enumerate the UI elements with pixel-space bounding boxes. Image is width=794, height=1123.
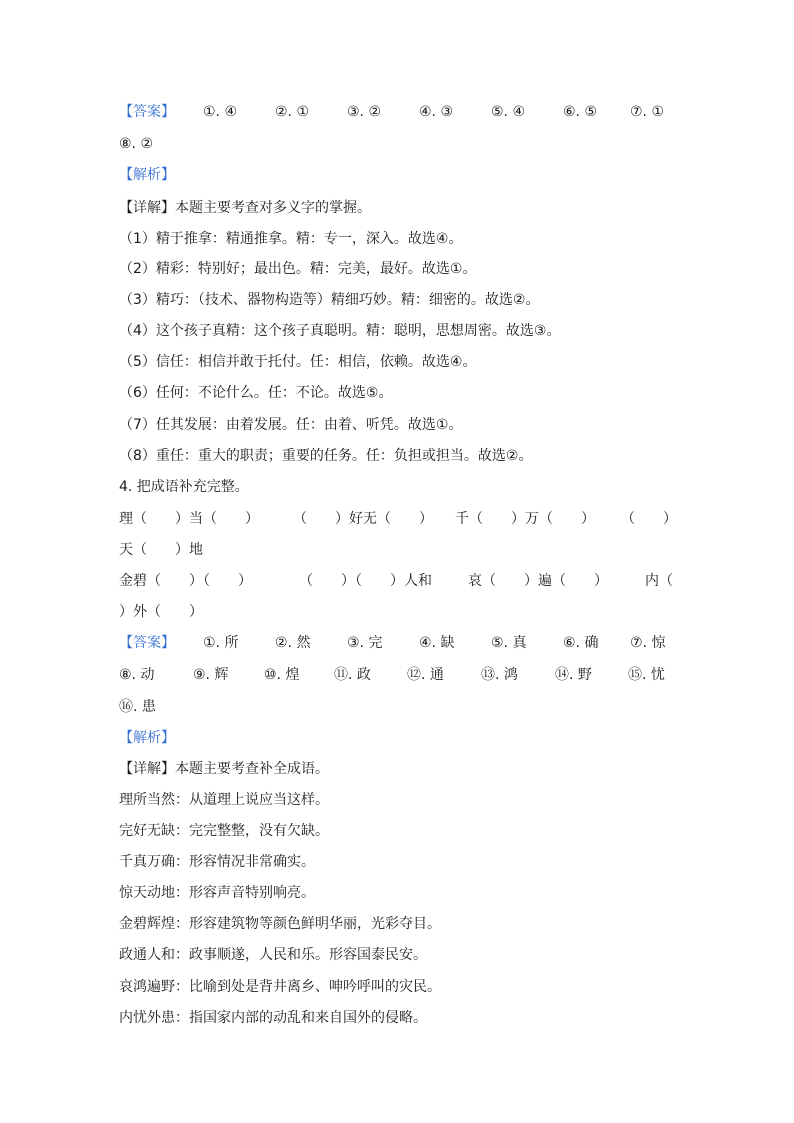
answer-item: ⑧. ② — [119, 136, 154, 152]
analysis-line: （1）精于推拿：精通推拿。精：专一，深入。故选④。 — [119, 231, 463, 247]
analysis-line: 【详解】本题主要考查对多义字的掌握。 — [119, 200, 371, 216]
answer-item: ⑭. 野 — [555, 667, 592, 683]
analysis-line: 政通人和：政事顺遂，人民和乐。形容国泰民安。 — [119, 947, 427, 963]
answer-item: ①. 所 — [203, 635, 239, 651]
idiom-blank: （ ） — [621, 511, 677, 527]
answer-tag: 【答案】 — [119, 104, 175, 120]
analysis-line: 哀鸿遍野：比喻到处是背井离乡、呻吟呼叫的灾民。 — [119, 979, 441, 995]
answer-item: ⑪. 政 — [334, 667, 371, 683]
answer-item: ②. 然 — [275, 635, 311, 651]
analysis-line: （4）这个孩子真精：这个孩子真聪明。精：聪明，思想周密。故选③。 — [119, 323, 561, 339]
analysis-line: 惊天动地：形容声音特别响亮。 — [119, 885, 315, 901]
analysis-tag: 【解析】 — [119, 730, 175, 746]
answer-item: ⑦. ① — [630, 104, 665, 120]
answer-item: ⑥. ⑤ — [563, 104, 598, 120]
analysis-line: （3）精巧：（技术、器物构造等）精细巧妙。精：细密的。故选②。 — [119, 292, 540, 308]
answer-item: ①. ④ — [203, 104, 238, 120]
analysis-line: 金碧辉煌：形容建筑物等颜色鲜明华丽，光彩夺目。 — [119, 916, 441, 932]
answer-item: ⑦. 惊 — [630, 635, 666, 651]
answer-item: ④. 缺 — [419, 635, 455, 651]
analysis-line: 内忧外患：指国家内部的动乱和来自国外的侵略。 — [119, 1010, 427, 1026]
answer-item: ⑩. 煌 — [264, 667, 300, 683]
answer-item: ④. ③ — [419, 104, 454, 120]
analysis-line: 千真万确：形容情况非常确实。 — [119, 854, 315, 870]
idiom-blank: 理（ ）当（ ） — [119, 511, 259, 527]
idiom-blank: 千（ ）万（ ） — [455, 511, 595, 527]
analysis-line: 【详解】本题主要考查补全成语。 — [119, 761, 329, 777]
answer-item: ③. ② — [347, 104, 382, 120]
answer-item: ③. 完 — [347, 635, 383, 651]
answer-item: ⑬. 鸿 — [481, 667, 518, 683]
idiom-blank: 哀（ ）遍（ ） — [468, 573, 608, 589]
question-title: 4. 把成语补充完整。 — [119, 479, 249, 495]
answer-item: ⑤. 真 — [491, 635, 527, 651]
answer-item: ②. ① — [275, 104, 310, 120]
analysis-tag: 【解析】 — [119, 167, 175, 183]
analysis-line: 完好无缺：完完整整，没有欠缺。 — [119, 823, 329, 839]
analysis-line: 理所当然：从道理上说应当这样。 — [119, 792, 329, 808]
answer-item: ⑧. 动 — [119, 667, 155, 683]
idiom-blank: 天（ ）地 — [119, 542, 203, 558]
idiom-blank: 内（ — [645, 573, 673, 589]
answer-item: ⑥. 确 — [563, 635, 599, 651]
answer-item: ⑫. 通 — [407, 667, 444, 683]
analysis-line: （8）重任：重大的职责；重要的任务。任：负担或担当。故选②。 — [119, 448, 533, 464]
answer-item: ⑤. ④ — [491, 104, 526, 120]
answer-item: ⑨. 辉 — [193, 667, 229, 683]
answer-tag: 【答案】 — [119, 635, 175, 651]
idiom-blank: （ ）（ ）人和 — [299, 573, 432, 589]
idiom-blank: ）外（ ） — [119, 604, 203, 620]
idiom-blank: 金碧（ ）（ ） — [119, 573, 252, 589]
answer-item: ⑮. 忧 — [628, 667, 665, 683]
answer-item: ⑯. 患 — [119, 699, 156, 715]
analysis-line: （7）任其发展：由着发展。任：由着、听凭。故选①。 — [119, 417, 463, 433]
analysis-line: （5）信任：相信并敢于托付。任：相信，依赖。故选④。 — [119, 354, 477, 370]
idiom-blank: （ ）好无（ ） — [293, 511, 433, 527]
analysis-line: （6）任何：不论什么。任：不论。故选⑤。 — [119, 385, 393, 401]
analysis-line: （2）精彩：特别好；最出色。精：完美，最好。故选①。 — [119, 261, 477, 277]
